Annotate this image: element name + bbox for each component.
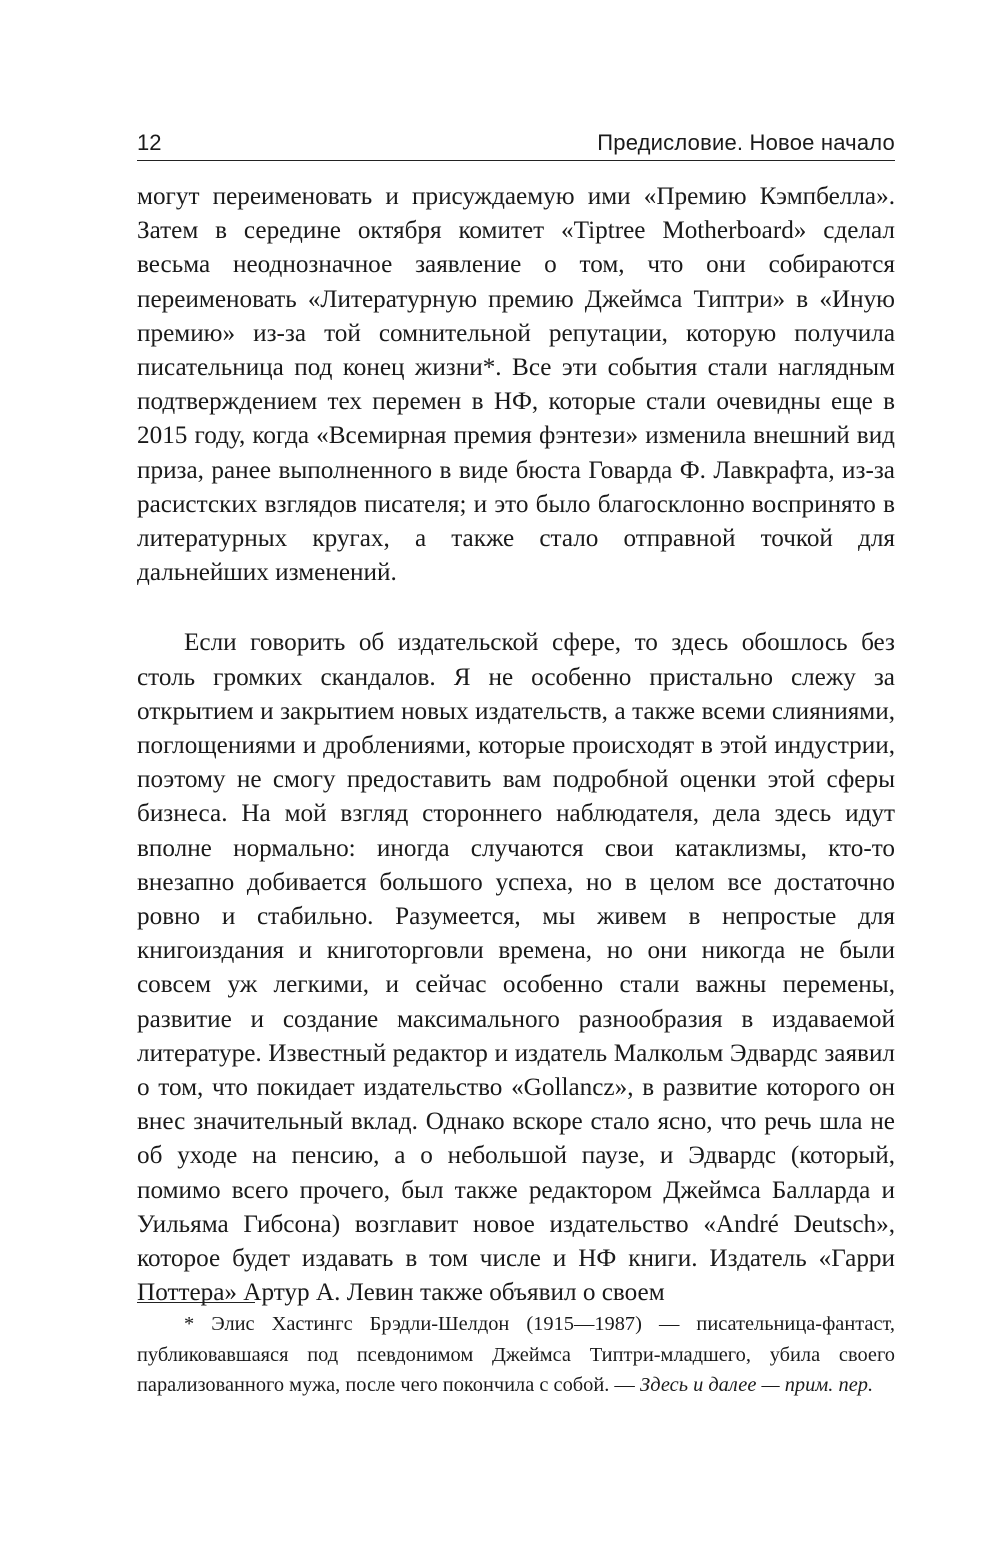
- footnote-italic-note: Здесь и далее — прим. пер.: [639, 1374, 874, 1396]
- section-title: Предисловие. Новое начало: [597, 130, 895, 155]
- paragraph-2: Если говорить об издательской сфере, то здесь обошлось без столь громких скандалов. Я не особенно пристально слежу за открытием и закрытием новых издательств, а также всеми слияниями, поглощениями и дроблениями, которые происходят в этой индустрии, поэтому не смогу предоставить вам подробной оценки этой сферы бизнеса. На мой взгляд стороннего наблюдателя, дела здесь идут вполне нормально: иногда случаются свои катаклизмы, кто-то внезапно добивается большого успеха, но в целом все достаточно ровно и стабильно. Разумеется, мы живем в непростые для книгоиздания и книготорговли времена, но они никогда не были совсем уж легкими, и сейчас особенно стали важны перемены, развитие и создание максимального разнообразия в издаваемой литературе. Известный редактор и издатель Малкольм Эдвардс заявил о том, что покидает издательство «Gollancz», в развитие которого он внес значительный вклад. Однако вскоре стало ясно, что речь шла не об уходе на пенсию, а о небольшой паузе, и Эдвардс (который, помимо всего прочего, был также редактором Джеймса Балларда и Уильяма Гибсона) возглавит новое издательство «André Deutsch», которое будет издавать в том числе и НФ книги. Издатель «Гарри Поттера» Артур А. Левин также объявил о своем: [137, 629, 895, 1307]
- running-head: [137, 126, 895, 160]
- page-number: 12: [137, 130, 162, 155]
- footnote-rule: [137, 1302, 255, 1303]
- paragraph-1: могут переименовать и присуждаемую ими «Премию Кэмпбелла». Затем в середине октября комитет «Tiptree Motherboard» сделал весьма неоднозначное заявление о том, что они собираются переименовать «Литературную премию Джеймса Типтри» в «Иную премию» из-за той сомнительной репутации, которую получила писательница под конец жизни*. Все эти события стали наглядным подтверждением тех перемен в НФ, которые стали очевидны еще в 2015 году, когда «Всемирная премия фэнтези» изменила внешний вид приза, ранее выполненного в виде бюста Говарда Ф. Лавкрафта, из-за расистских взглядов писателя; и это было благосклонно воспринято в литературных кругах, а также стало отправной точкой для дальнейших изменений.: [137, 183, 895, 587]
- footnote: [137, 1309, 895, 1401]
- header-rule: [137, 160, 895, 161]
- body-text: [137, 180, 895, 1311]
- footnote-text: * Элис Хастингс Брэдли-Шелдон (1915—1987) — писательница-фантаст, публиковавшаяся под псевдонимом Джеймса Типтри-младшего, убила своего парализованного мужа, после чего покончила с собой. —: [137, 1313, 895, 1396]
